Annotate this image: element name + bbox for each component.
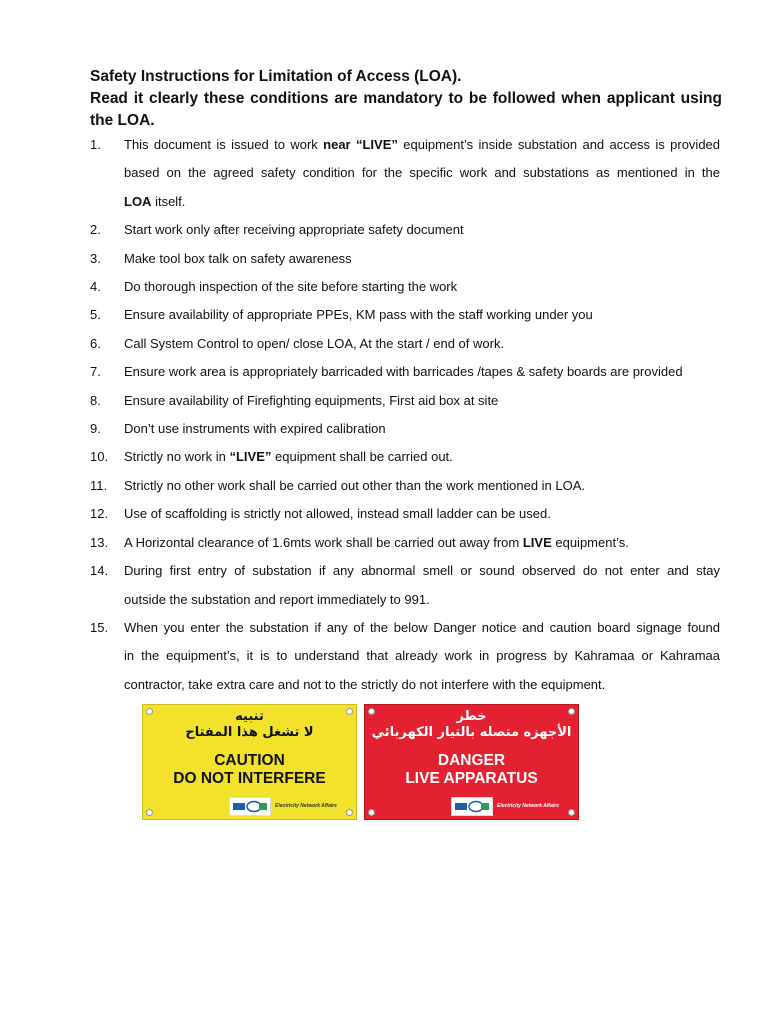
instruction-item [90, 273, 720, 301]
instruction-segment: During first entry of substation if any abnormal smell or sound observed do not enter and stay [124, 563, 720, 579]
instruction-item [90, 614, 720, 699]
instruction-item [90, 443, 720, 471]
instruction-number: 4. [90, 279, 101, 295]
instruction-segment: Do thorough inspection of the site before starting the work [124, 279, 458, 295]
instruction-number: 13. [90, 534, 109, 550]
kahramaa-logo-icon [451, 797, 493, 816]
instruction-segment: This document is issued to work [124, 137, 324, 152]
instruction-number: 1. [90, 137, 101, 152]
instruction-item [90, 415, 720, 443]
instruction-line [124, 301, 720, 329]
instruction-item [90, 301, 720, 329]
instruction-text [124, 301, 720, 329]
subtitle-line-2: the LOA. [90, 112, 155, 129]
caution-logo-caption: Electricity Network Affairs [275, 803, 337, 809]
caution-message: DO NOT INTERFERE [173, 770, 326, 787]
instruction-text [124, 245, 720, 273]
caution-logo [229, 797, 349, 815]
caution-heading: CAUTION [214, 752, 285, 769]
instruction-text [124, 443, 720, 471]
instruction-line [124, 273, 720, 301]
instruction-text [124, 131, 720, 216]
instruction-segment: Use of scaffolding is strictly not allowed, instead small ladder can be used. [124, 506, 551, 522]
instruction-text [124, 216, 720, 244]
instruction-segment: Make tool box talk on safety awareness [124, 250, 352, 266]
mounting-hole [146, 809, 153, 816]
document-title: Safety Instructions for Limitation of Access (LOA). [90, 68, 462, 85]
caution-arabic-text: لا تشغل هذا المفتاح [185, 725, 314, 740]
instruction-segment: equipment’s inside substation and access is provided [397, 137, 721, 152]
instruction-segment: in the equipment’s, it is to understand that already work in progress by Kahramaa or Kahramaa [124, 648, 720, 664]
instruction-line [124, 188, 720, 216]
instruction-item [90, 216, 720, 244]
instruction-segment: Start work only after receiving appropriate safety document [124, 222, 464, 238]
instruction-line [124, 642, 720, 670]
instruction-segment: equipment shall be carried out. [271, 449, 453, 465]
kahramaa-logo-icon [229, 797, 271, 816]
danger-message: LIVE APPARATUS [405, 770, 538, 787]
subtitle-line-1: Read it clearly these conditions are mandatory to be followed when applicant using [90, 90, 722, 107]
instruction-number: 5. [90, 307, 101, 323]
instruction-segment: Strictly no work in [124, 449, 230, 465]
instruction-segment: Call System Control to open/ close LOA, At the start / end of work. [124, 335, 505, 351]
instruction-item [90, 131, 720, 216]
instruction-line [124, 131, 720, 159]
instruction-segment: Ensure work area is appropriately barricaded with barricades /tapes & safety boards are provided [124, 364, 683, 380]
instruction-item [90, 529, 720, 557]
danger-heading: DANGER [437, 752, 506, 769]
instruction-list [90, 131, 720, 699]
instruction-text [124, 472, 720, 500]
instruction-number: 14. [90, 563, 109, 579]
instruction-line [124, 557, 720, 585]
instruction-number: 2. [90, 222, 101, 238]
instruction-segment: Don’t use instruments with expired calibration [124, 421, 386, 437]
instruction-item [90, 245, 720, 273]
instruction-item [90, 387, 720, 415]
danger-arabic-title: خطر [456, 709, 487, 724]
instruction-segment: Strictly no other work shall be carried out other than the work mentioned in LOA. [124, 477, 586, 493]
instruction-item [90, 472, 720, 500]
instruction-segment: A Horizontal clearance of 1.6mts work shall be carried out away from [124, 534, 523, 550]
instruction-text [124, 415, 720, 443]
instruction-line [124, 614, 720, 642]
instruction-segment: outside the substation and report immediately to 991. [124, 591, 430, 607]
sign-images [142, 704, 578, 820]
instruction-line [124, 358, 720, 386]
instruction-text [124, 273, 720, 301]
instruction-number: 9. [90, 421, 101, 437]
document-subtitle [90, 88, 722, 132]
instruction-line [124, 500, 720, 528]
instruction-number: 10. [90, 449, 109, 465]
danger-arabic-text: الأجهزه متصله بالتيار الكهربائي [371, 725, 572, 740]
instruction-segment: itself. [151, 193, 186, 209]
emphasis-text: near “LIVE” [323, 137, 398, 152]
danger-logo [451, 797, 571, 815]
instruction-text [124, 500, 720, 528]
caution-arabic-title: تنبيه [235, 709, 264, 724]
instruction-item [90, 358, 720, 386]
instruction-segment: based on the agreed safety condition for the specific work and substations as mentioned in the [124, 165, 720, 181]
caution-sign [142, 704, 357, 820]
instruction-item [90, 330, 720, 358]
instruction-line [124, 671, 720, 699]
instruction-item [90, 557, 720, 614]
instruction-text [124, 614, 720, 699]
instruction-line [124, 216, 720, 244]
instruction-line [124, 159, 720, 187]
emphasis-text: LIVE [522, 534, 552, 550]
instruction-line [124, 330, 720, 358]
instruction-line [124, 443, 720, 471]
instruction-text [124, 330, 720, 358]
danger-logo-caption: Electricity Network Affairs [497, 803, 559, 809]
instruction-text [124, 358, 720, 386]
emphasis-text: LOA [124, 193, 152, 209]
instruction-number: 7. [90, 364, 101, 380]
instruction-line [124, 245, 720, 273]
instruction-segment: Ensure availability of appropriate PPEs, KM pass with the staff working under you [124, 307, 593, 323]
instruction-segment: When you enter the substation if any of the below Danger notice and caution board signage found [124, 619, 720, 635]
instruction-line [124, 415, 720, 443]
instruction-line [124, 529, 720, 557]
instruction-number: 3. [90, 250, 101, 266]
instruction-line [124, 387, 720, 415]
emphasis-text: “LIVE” [229, 449, 272, 465]
instruction-segment: equipment’s. [551, 534, 629, 550]
danger-sign [364, 704, 579, 820]
instruction-number: 12. [90, 506, 109, 522]
instruction-number: 15. [90, 619, 109, 635]
instruction-item [90, 500, 720, 528]
instruction-line [124, 472, 720, 500]
mounting-hole [368, 809, 375, 816]
instruction-number: 6. [90, 335, 101, 351]
instruction-number: 8. [90, 392, 101, 408]
instruction-text [124, 529, 720, 557]
instruction-text [124, 557, 720, 614]
instruction-line [124, 586, 720, 614]
instruction-number: 11. [90, 477, 108, 493]
instruction-segment: contractor, take extra care and not to the strictly do not interfere with the equipment. [124, 676, 606, 692]
instruction-text [124, 387, 720, 415]
instruction-segment: Ensure availability of Firefighting equipments, First aid box at site [124, 392, 499, 408]
